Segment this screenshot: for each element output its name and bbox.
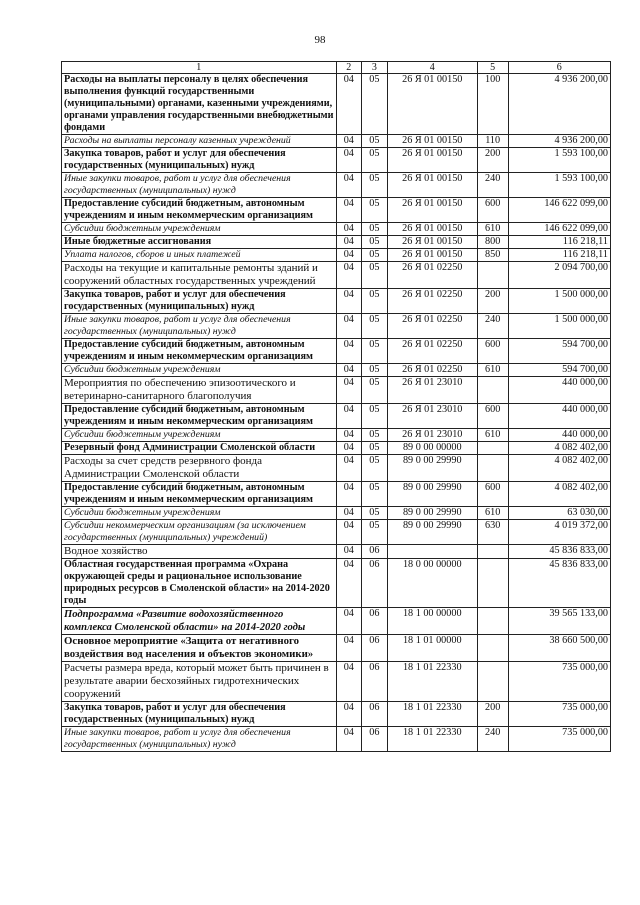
subsection-cell: 05 <box>362 262 388 289</box>
target-article-cell: 26 Я 01 00150 <box>387 135 477 148</box>
table-row <box>62 662 611 702</box>
table-row <box>62 314 611 339</box>
target-article-cell <box>387 545 477 559</box>
section-cell: 04 <box>336 339 362 364</box>
expense-type-cell: 600 <box>477 339 508 364</box>
table-row <box>62 702 611 727</box>
amount-cell: 440 000,00 <box>508 377 610 404</box>
table-row <box>62 364 611 377</box>
subsection-cell: 05 <box>362 148 388 173</box>
target-article-cell: 89 0 00 29990 <box>387 520 477 545</box>
row-name-cell: Предоставление субсидий бюджетным, автономным учреждениям и иным некоммерческим организациям <box>62 198 337 223</box>
amount-cell: 440 000,00 <box>508 429 610 442</box>
amount-cell: 45 836 833,00 <box>508 545 610 559</box>
target-article-cell: 26 Я 01 00150 <box>387 198 477 223</box>
amount-cell: 735 000,00 <box>508 727 610 752</box>
subsection-cell: 05 <box>362 314 388 339</box>
row-name-cell: Расходы за счет средств резервного фонда Администрации Смоленской области <box>62 455 337 482</box>
amount-cell: 440 000,00 <box>508 404 610 429</box>
row-name-cell: Расчеты размера вреда, который может быть причинен в результате аварии бесхозяйных гидротехнических сооружений <box>62 662 337 702</box>
expense-type-cell: 240 <box>477 173 508 198</box>
target-article-cell: 89 0 00 29990 <box>387 507 477 520</box>
target-article-cell: 26 Я 01 02250 <box>387 262 477 289</box>
table-row <box>62 289 611 314</box>
row-name-cell: Предоставление субсидий бюджетным, автономным учреждениям и иным некоммерческим организациям <box>62 482 337 507</box>
subsection-cell: 06 <box>362 608 388 635</box>
row-name-cell: Предоставление субсидий бюджетным, автономным учреждениям и иным некоммерческим организациям <box>62 339 337 364</box>
subsection-cell: 05 <box>362 482 388 507</box>
expense-type-cell: 200 <box>477 702 508 727</box>
section-cell: 04 <box>336 236 362 249</box>
row-name-cell: Резервный фонд Администрации Смоленской области <box>62 442 337 455</box>
amount-cell: 146 622 099,00 <box>508 198 610 223</box>
expense-type-cell: 850 <box>477 249 508 262</box>
table-row <box>62 520 611 545</box>
amount-cell: 1 500 000,00 <box>508 314 610 339</box>
subsection-cell: 06 <box>362 727 388 752</box>
section-cell: 04 <box>336 404 362 429</box>
table-row <box>62 507 611 520</box>
row-name-cell: Расходы на текущие и капитальные ремонты зданий и сооружений областных государственных учреждений <box>62 262 337 289</box>
table-row <box>62 262 611 289</box>
amount-cell: 39 565 133,00 <box>508 608 610 635</box>
table-row <box>62 442 611 455</box>
amount-cell: 146 622 099,00 <box>508 223 610 236</box>
target-article-cell: 89 0 00 29990 <box>387 482 477 507</box>
expense-type-cell: 600 <box>477 482 508 507</box>
section-cell: 04 <box>336 223 362 236</box>
table-row <box>62 377 611 404</box>
row-name-cell: Закупка товаров, работ и услуг для обеспечения государственных (муниципальных) нужд <box>62 148 337 173</box>
target-article-cell: 18 1 01 00000 <box>387 635 477 662</box>
row-name-cell: Иные закупки товаров, работ и услуг для обеспечения государственных (муниципальных) нужд <box>62 727 337 752</box>
subsection-cell: 05 <box>362 404 388 429</box>
expense-type-cell <box>477 442 508 455</box>
expense-type-cell <box>477 635 508 662</box>
subsection-cell: 05 <box>362 339 388 364</box>
expense-type-cell: 600 <box>477 404 508 429</box>
table-row <box>62 545 611 559</box>
expense-type-cell: 630 <box>477 520 508 545</box>
expense-type-cell <box>477 455 508 482</box>
column-header-4: 4 <box>387 62 477 74</box>
amount-cell: 2 094 700,00 <box>508 262 610 289</box>
table-row <box>62 455 611 482</box>
section-cell: 04 <box>336 559 362 608</box>
expense-type-cell: 610 <box>477 507 508 520</box>
expense-type-cell <box>477 662 508 702</box>
subsection-cell: 05 <box>362 442 388 455</box>
expense-type-cell: 610 <box>477 429 508 442</box>
section-cell: 04 <box>336 608 362 635</box>
target-article-cell: 26 Я 01 00150 <box>387 173 477 198</box>
row-name-cell: Субсидии некоммерческим организациям (за исключением государственных (муниципальных) учреждений) <box>62 520 337 545</box>
table-row <box>62 635 611 662</box>
section-cell: 04 <box>336 520 362 545</box>
table-row <box>62 173 611 198</box>
target-article-cell: 26 Я 01 00150 <box>387 249 477 262</box>
expense-type-cell: 600 <box>477 198 508 223</box>
section-cell: 04 <box>336 482 362 507</box>
target-article-cell: 26 Я 01 23010 <box>387 377 477 404</box>
table-row <box>62 198 611 223</box>
amount-cell: 63 030,00 <box>508 507 610 520</box>
row-name-cell: Областная государственная программа «Охрана окружающей среды и рациональное использование природных ресурсов в Смоленской области» на 2014-2020 годы <box>62 559 337 608</box>
section-cell: 04 <box>336 173 362 198</box>
subsection-cell: 05 <box>362 249 388 262</box>
table-row <box>62 727 611 752</box>
row-name-cell: Мероприятия по обеспечению эпизоотического и ветеринарно-санитарного благополучия <box>62 377 337 404</box>
amount-cell: 594 700,00 <box>508 364 610 377</box>
subsection-cell: 06 <box>362 559 388 608</box>
target-article-cell: 26 Я 01 02250 <box>387 314 477 339</box>
subsection-cell: 06 <box>362 702 388 727</box>
subsection-cell: 05 <box>362 173 388 198</box>
subsection-cell: 05 <box>362 198 388 223</box>
expense-type-cell: 200 <box>477 289 508 314</box>
page-number: 98 <box>314 34 326 46</box>
table-row <box>62 608 611 635</box>
expense-type-cell: 800 <box>477 236 508 249</box>
subsection-cell: 05 <box>362 236 388 249</box>
target-article-cell: 26 Я 01 23010 <box>387 404 477 429</box>
expense-type-cell <box>477 377 508 404</box>
row-name-cell: Субсидии бюджетным учреждениям <box>62 364 337 377</box>
target-article-cell: 89 0 00 29990 <box>387 455 477 482</box>
target-article-cell: 26 Я 01 00150 <box>387 236 477 249</box>
row-name-cell: Иные закупки товаров, работ и услуг для обеспечения государственных (муниципальных) нужд <box>62 314 337 339</box>
target-article-cell: 18 0 00 00000 <box>387 559 477 608</box>
target-article-cell: 18 1 01 22330 <box>387 662 477 702</box>
row-name-cell: Иные закупки товаров, работ и услуг для обеспечения государственных (муниципальных) нужд <box>62 173 337 198</box>
section-cell: 04 <box>336 377 362 404</box>
section-cell: 04 <box>336 249 362 262</box>
row-name-cell: Закупка товаров, работ и услуг для обеспечения государственных (муниципальных) нужд <box>62 289 337 314</box>
subsection-cell: 05 <box>362 507 388 520</box>
amount-cell: 4 936 200,00 <box>508 135 610 148</box>
table-row <box>62 429 611 442</box>
target-article-cell: 26 Я 01 02250 <box>387 364 477 377</box>
section-cell: 04 <box>336 455 362 482</box>
target-article-cell: 18 1 01 22330 <box>387 727 477 752</box>
subsection-cell: 06 <box>362 635 388 662</box>
budget-table <box>61 61 611 752</box>
table-row <box>62 74 611 135</box>
section-cell: 04 <box>336 289 362 314</box>
section-cell: 04 <box>336 442 362 455</box>
row-name-cell: Предоставление субсидий бюджетным, автономным учреждениям и иным некоммерческим организациям <box>62 404 337 429</box>
target-article-cell: 26 Я 01 00150 <box>387 148 477 173</box>
row-name-cell: Закупка товаров, работ и услуг для обеспечения государственных (муниципальных) нужд <box>62 702 337 727</box>
expense-type-cell <box>477 608 508 635</box>
subsection-cell: 05 <box>362 289 388 314</box>
row-name-cell: Субсидии бюджетным учреждениям <box>62 223 337 236</box>
table-row <box>62 339 611 364</box>
amount-cell: 116 218,11 <box>508 236 610 249</box>
section-cell: 04 <box>336 198 362 223</box>
subsection-cell: 06 <box>362 662 388 702</box>
column-header-1: 1 <box>62 62 337 74</box>
expense-type-cell <box>477 559 508 608</box>
row-name-cell: Расходы на выплаты персоналу казенных учреждений <box>62 135 337 148</box>
table-row <box>62 249 611 262</box>
section-cell: 04 <box>336 314 362 339</box>
target-article-cell: 26 Я 01 23010 <box>387 429 477 442</box>
section-cell: 04 <box>336 545 362 559</box>
subsection-cell: 05 <box>362 135 388 148</box>
column-header-3: 3 <box>362 62 388 74</box>
section-cell: 04 <box>336 702 362 727</box>
expense-type-cell: 610 <box>477 223 508 236</box>
row-name-cell: Основное мероприятие «Защита от негативного воздействия вод населения и объектов экономики» <box>62 635 337 662</box>
expense-type-cell: 100 <box>477 74 508 135</box>
subsection-cell: 05 <box>362 455 388 482</box>
amount-cell: 116 218,11 <box>508 249 610 262</box>
amount-cell: 4 082 402,00 <box>508 455 610 482</box>
amount-cell: 1 593 100,00 <box>508 148 610 173</box>
amount-cell: 735 000,00 <box>508 662 610 702</box>
target-article-cell: 26 Я 01 02250 <box>387 289 477 314</box>
table-row <box>62 559 611 608</box>
section-cell: 04 <box>336 727 362 752</box>
subsection-cell: 05 <box>362 429 388 442</box>
target-article-cell: 89 0 00 00000 <box>387 442 477 455</box>
table-row <box>62 404 611 429</box>
table-row <box>62 482 611 507</box>
row-name-cell: Субсидии бюджетным учреждениям <box>62 507 337 520</box>
column-header-2: 2 <box>336 62 362 74</box>
table-row <box>62 148 611 173</box>
amount-cell: 4 936 200,00 <box>508 74 610 135</box>
subsection-cell: 05 <box>362 377 388 404</box>
expense-type-cell: 200 <box>477 148 508 173</box>
section-cell: 04 <box>336 507 362 520</box>
amount-cell: 1 500 000,00 <box>508 289 610 314</box>
amount-cell: 1 593 100,00 <box>508 173 610 198</box>
subsection-cell: 06 <box>362 545 388 559</box>
amount-cell: 4 019 372,00 <box>508 520 610 545</box>
target-article-cell: 26 Я 01 02250 <box>387 339 477 364</box>
row-name-cell: Расходы на выплаты персоналу в целях обеспечения выполнения функций государственными (муниципальными) органами, казенными учреждениями, органами управления государственными внебюджетными фондами <box>62 74 337 135</box>
amount-cell: 4 082 402,00 <box>508 482 610 507</box>
section-cell: 04 <box>336 74 362 135</box>
amount-cell: 594 700,00 <box>508 339 610 364</box>
target-article-cell: 18 1 01 22330 <box>387 702 477 727</box>
table-header-row <box>62 62 611 74</box>
expense-type-cell: 610 <box>477 364 508 377</box>
section-cell: 04 <box>336 635 362 662</box>
expense-type-cell: 240 <box>477 727 508 752</box>
target-article-cell: 26 Я 01 00150 <box>387 223 477 236</box>
row-name-cell: Водное хозяйство <box>62 545 337 559</box>
amount-cell: 735 000,00 <box>508 702 610 727</box>
expense-type-cell <box>477 262 508 289</box>
section-cell: 04 <box>336 364 362 377</box>
subsection-cell: 05 <box>362 223 388 236</box>
table-row <box>62 236 611 249</box>
amount-cell: 45 836 833,00 <box>508 559 610 608</box>
subsection-cell: 05 <box>362 364 388 377</box>
table-row <box>62 223 611 236</box>
target-article-cell: 26 Я 01 00150 <box>387 74 477 135</box>
section-cell: 04 <box>336 429 362 442</box>
section-cell: 04 <box>336 662 362 702</box>
row-name-cell: Субсидии бюджетным учреждениям <box>62 429 337 442</box>
target-article-cell: 18 1 00 00000 <box>387 608 477 635</box>
subsection-cell: 05 <box>362 520 388 545</box>
row-name-cell: Уплата налогов, сборов и иных платежей <box>62 249 337 262</box>
row-name-cell: Подпрограмма «Развитие водохозяйственного комплекса Смоленской области» на 2014-2020 годы <box>62 608 337 635</box>
section-cell: 04 <box>336 148 362 173</box>
table-row <box>62 135 611 148</box>
amount-cell: 4 082 402,00 <box>508 442 610 455</box>
section-cell: 04 <box>336 262 362 289</box>
section-cell: 04 <box>336 135 362 148</box>
amount-cell: 38 660 500,00 <box>508 635 610 662</box>
row-name-cell: Иные бюджетные ассигнования <box>62 236 337 249</box>
expense-type-cell: 110 <box>477 135 508 148</box>
column-header-6: 6 <box>508 62 610 74</box>
expense-type-cell <box>477 545 508 559</box>
expense-type-cell: 240 <box>477 314 508 339</box>
column-header-5: 5 <box>477 62 508 74</box>
subsection-cell: 05 <box>362 74 388 135</box>
